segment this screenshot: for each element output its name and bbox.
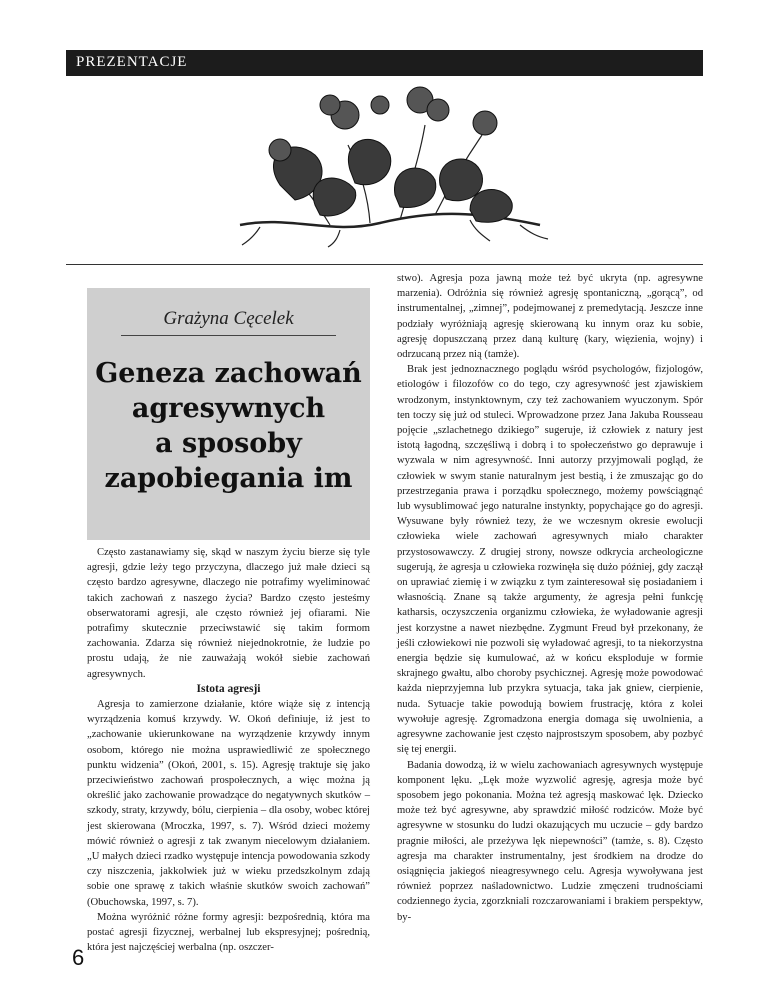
author-name: Grażyna Cęcelek (163, 308, 294, 329)
body-paragraph: Można wyróżnić różne formy agresji: bezpośrednią, która ma postać agresji fizycznej, werbalnej lub ekspresyjnej; pośrednią, która jest najczęściej werbalna (np. oszczer- (87, 911, 370, 954)
page-number: 6 (72, 945, 85, 970)
violet-plant-illustration (220, 75, 560, 250)
body-paragraph: Brak jest jednoznacznego poglądu wśród psychologów, fizjologów, etiologów i filozofów co do tego, czy agresywność jest zjawiskiem wrodzonym, instynktownym, czy też zachowaniem wyuczonym. Spór ten toczy się już od stuleci. Wprowadzone przez Jana Jakuba Rousseau pojęcie „szlachetnego dzikiego” sugeruje, iż człowiek z natury jest istotą łagodną, szczęśliwą i dobrą i to społeczeństwo go deprawuje i wyzwala w nim agresywność. Inni autorzy przyjmowali pogląd, że człowiek w swym stanie naturalnym jest bestią, i że zmuszając go do przestrzegania prawa i porządku społecznego, możemy powściągnąć lub wysublimować jego naturalne instynkty, popychające go do agresji. Wysuwane były również tezy, że we wczesnym okresie ewolucji człowieka wiele zachowań agresywnych miało charakter przystosowawczy. Z drugiej strony, nowsze odkrycia archeologiczne sugerują, że agresja u człowieka rozwinęła się dużo później, gdy zaczął on uprawiać ziemię i w związku z tym zainteresował się posiadaniem i własnością. Znane są także argumenty, że agresja pełni funkcję katharsis, oczyszczenia organizmu człowieka, że wyładowanie agresji jest korzystne a nawet niezbędne. Zygmunt Freud był przekonany, że jeśli człowiekowi nie pozwoli się wyładować agresji, to ta niekorzystna energia będzie się kumulować, aż w końcu eksploduje w formie skrajnego gwałtu, albo choroby psychicznej. Agresję może powodować każda nieprzyjemna lub przykra sytuacja, taka jak gniew, cierpienie, nuda. Sytuacje takie powodują bowiem frustrację, która z kolei wywołuje agresję. Zgromadzona energia domaga się uwolnienia, a agresywne zachowanie jest często najprostszym sposobem, aby pozbyć się tej energii. (397, 364, 703, 756)
article-title (87, 356, 370, 496)
author-divider (121, 335, 336, 336)
body-paragraph: stwo). Agresja poza jawną może też być ukryta (np. agresywne marzenia). Odróżnia się również agresję spontaniczną, „gorącą”, od instrumentalnej, „zimnej”, podejmowanej z premedytacją. Jeszcze inne podziały wyróżniają agresję skierowaną ku innym oraz ku sobie, agresję dopuszczaną przez daną kulturę (kary, więzienia, wojny) i odrzucaną przez nią (tamże). (397, 273, 703, 361)
title-box (87, 288, 370, 540)
section-heading: Istota agresji (196, 682, 261, 695)
title-line: a sposoby (155, 428, 302, 459)
title-line: Geneza zachowań (95, 358, 362, 389)
title-line: agresywnych (131, 393, 326, 424)
title-line: zapobiegania im (104, 463, 353, 494)
header-rule (66, 264, 703, 265)
section-header (66, 50, 703, 76)
section-label: PREZENTACJE (76, 54, 188, 70)
left-column (87, 545, 370, 955)
body-paragraph: Agresja to zamierzone działanie, które wiąże się z intencją wyrządzenia komuś krzywdy. W. Okoń definiuje, iż jest to „zachowanie ukierunkowane na wyrządzenie krzywdy innym osobom, którego nie można usprawiedliwić ze społecznego punktu widzenia” (Okoń, 2001, s. 15). Agresję traktuje się jako przeciwieństwo zachowań prospołecznych, a więc można ją określić jako zachowanie prowadzące do negatywnych skutków – szkody, straty, krzywdy, bólu, cierpienia – dla osoby, wobec której jest skierowana (Mroczka, 1997, s. 7). Wśród dzieci możemy mówić również o agresji z tak zwanym niecelowym działaniem. „U małych dzieci rzadko występuje intencja powodowania szkody czy niszczenia, jakkolwiek już w wieku przedszkolnym zdają sobie one sprawę z takich właśnie skutków swoich zachowań” (Obuchowska, 1997, s. 7). (87, 699, 370, 908)
intro-paragraph: Często zastanawiamy się, skąd w naszym życiu bierze się tyle agresji, gdzie leży tego przyczyna, dlaczego już małe dzieci są często bardzo agresywne, dlaczego nie potrafimy wyeliminować takich zachowań z naszego życia? Bardzo często jesteśmy obserwatorami agresji, ale często również jej ofiarami. Nie potrafimy skutecznie przeciwstawić się takim formom zachowania. Zdarza się również niejednokrotnie, że ludzie po prostu udają, że nie zauważają wokół siebie zachowań agresywnych. (87, 547, 370, 680)
right-column (397, 271, 703, 925)
body-paragraph: Badania dowodzą, iż w wielu zachowaniach agresywnych występuje komponent lęku. „Lęk może wyzwolić agresję, agresja może być sposobem jego pokonania. Można też agresją maskować lęk. Dziecko może też być agresywne, aby sprawdzić miłość rodziców. Może być agresywne w stosunku do ludzi okazujących mu uczucie – gdy bardzo pragnie miłości, ale przeżywa lęk niepewności” (tamże, s. 8). Często agresja ma charakter instrumentalny, jest środkiem na drodze do osiągnięcia jakiegoś nieagresywnego celu. Agresja wywoływana jest również poprzez naśladownictwo. Ludzie zmęczeni trudnościami codziennego życia, zgorzkniali rozczarowaniami i brakiem perspektyw, by- (397, 759, 703, 923)
